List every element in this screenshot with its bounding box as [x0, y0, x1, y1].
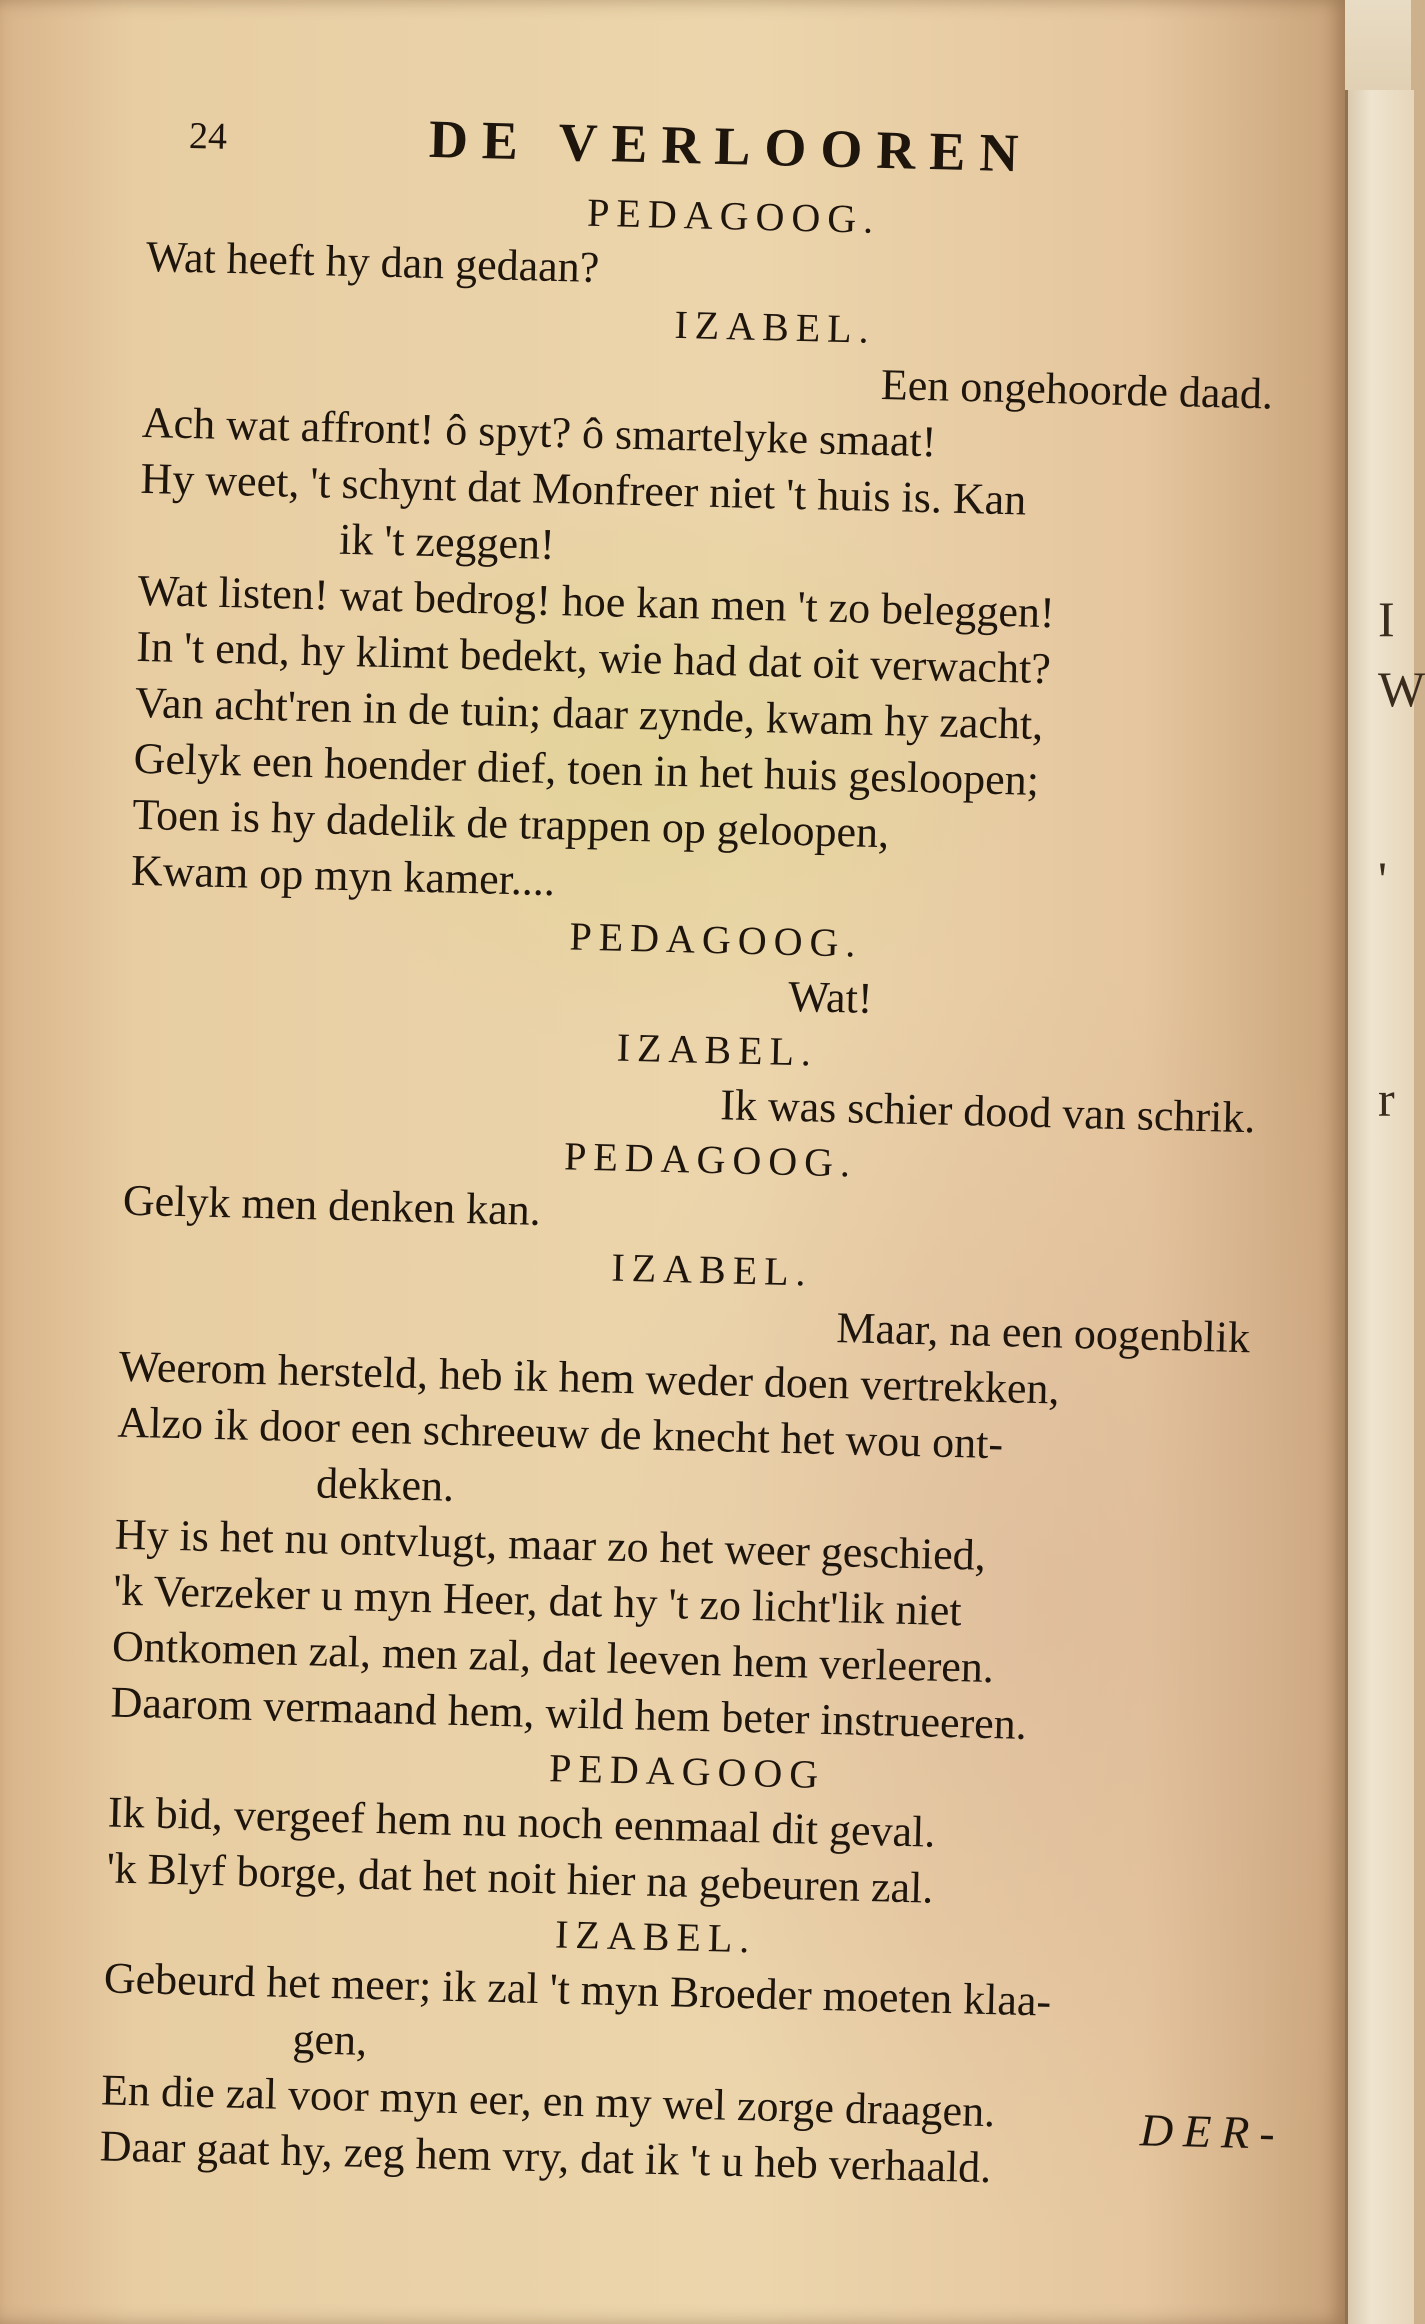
- catchword: DER-: [1139, 2104, 1286, 2159]
- verse-line: Gelyk men denken kan.: [122, 1175, 542, 1235]
- speaker-name: IZABEL.: [674, 301, 877, 352]
- verse-line: 'k Blyf borge, dat het noit hier na gebeuren zal.: [106, 1843, 934, 1913]
- speaker-name: IZABEL.: [616, 1024, 819, 1075]
- facing-page-fragment: ': [1378, 851, 1388, 907]
- verse-line: Daarom vermaand hem, wild hem beter instrueeren.: [110, 1677, 1028, 1749]
- verse-line: Daar gaat hy, zeg hem vry, dat ik 't u heb verhaald.: [99, 2121, 992, 2193]
- verse-line: Wat!: [787, 971, 874, 1023]
- verse-line: Toen is hy dadelik de trappen op geloopen,: [131, 789, 890, 858]
- text-lines: [99, 175, 1308, 2203]
- verse-line: Ontkomen zal, men zal, dat leeven hem verleeren.: [111, 1621, 995, 1693]
- verse-line: Wat listen! wat bedrog! hoe kan men 't zo beleggen!: [137, 565, 1056, 638]
- verse-line: ik 't zeggen!: [338, 514, 556, 570]
- page-text: [99, 95, 1309, 2203]
- facing-page-fragment: W: [1378, 661, 1425, 717]
- page-number: 24: [188, 114, 228, 158]
- speaker-name: PEDAGOOG.: [569, 913, 864, 966]
- speaker-name: PEDAGOOG.: [586, 189, 881, 242]
- verse-line: Wat heeft hy dan gedaan?: [145, 231, 600, 293]
- facing-page-fragment: I: [1378, 591, 1395, 647]
- verse-line: Gebeurd het meer; ik zal 't myn Broeder moeten klaa-: [103, 1953, 1052, 2026]
- verse-line: Hy is het nu ontvlugt, maar zo het weer geschied,: [114, 1509, 987, 1580]
- speaker-name: PEDAGOOG.: [563, 1133, 858, 1186]
- verse-line: En die zal voor myn eer, en my wel zorge draagen.: [100, 2065, 996, 2137]
- verse-line: 'k Verzeker u myn Heer, dat hy 't zo licht'lik niet: [112, 1565, 963, 1636]
- verse-line: dekken.: [315, 1458, 455, 1511]
- verse-line: gen,: [291, 2014, 368, 2065]
- verse-line: Kwam op myn kamer....: [130, 845, 556, 906]
- speaker-name: IZABEL.: [554, 1911, 757, 1962]
- verse-line: Ik was schier dood van schrik.: [719, 1080, 1256, 1143]
- verse-line: Ach wat affront! ô spyt? ô smartelyke smaat!: [141, 397, 937, 467]
- verse-line: Weerom hersteld, heb ik hem weder doen vertrekken,: [118, 1341, 1061, 1414]
- verse-line: Van acht'ren in de tuin; daar zynde, kwam hy zacht,: [134, 677, 1044, 750]
- verse-line: Een ongehoorde daad.: [880, 359, 1274, 419]
- facing-page-fragment: r: [1378, 1071, 1395, 1127]
- speaker-name: PEDAGOOG: [548, 1745, 826, 1797]
- verse-line: Alzo ik door een schreeuw de knecht het wou ont-: [116, 1397, 1004, 1469]
- facing-page-edge: [1345, 90, 1425, 2324]
- verse-line: Gelyk een hoender dief, toen in het huis gesloopen;: [133, 733, 1040, 805]
- verse-line: Ik bid, vergeef hem nu noch eenmaal dit geval.: [107, 1787, 936, 1857]
- verse-line: Maar, na een oogenblik: [835, 1303, 1251, 1363]
- verse-line: Hy weet, 't schynt dat Monfreer niet 't huis is. Kan: [140, 453, 1027, 525]
- speaker-name: IZABEL.: [610, 1244, 814, 1295]
- running-title: DE VERLOOREN: [428, 108, 1034, 184]
- verse-line: In 't end, hy klimt bedekt, wie had dat oit verwacht?: [135, 621, 1052, 694]
